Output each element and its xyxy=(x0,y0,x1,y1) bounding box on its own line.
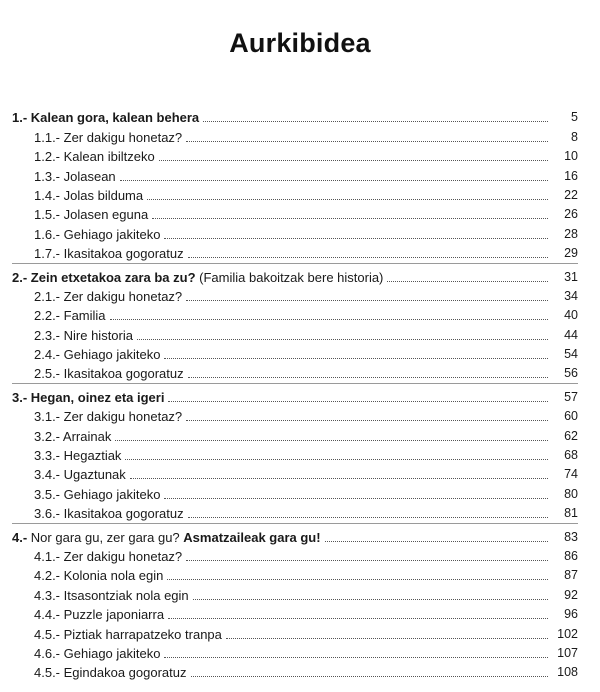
toc-entry xyxy=(12,405,578,424)
entry-title: 3.6.- Ikasitakoa gogoratuz xyxy=(34,506,184,522)
entry-title: 3.4.- Ugaztunak xyxy=(34,467,126,483)
dot-leader xyxy=(115,439,548,441)
entry-title: 2.2.- Familia xyxy=(34,308,106,324)
entry-title: 2.3.- Nire historia xyxy=(34,327,133,343)
entry-title: 2.5.- Ikasitakoa gogoratuz xyxy=(34,366,184,382)
page-number: 8 xyxy=(571,129,578,144)
entry-title: 1.7.- Ikasitakoa gogoratuz xyxy=(34,246,184,262)
section-title-bold: Asmatzaileak gara gu! xyxy=(183,529,321,545)
dot-leader xyxy=(130,477,548,479)
section-title-normal: Nor gara gu, zer gara gu? xyxy=(30,529,180,545)
dot-leader xyxy=(186,299,548,301)
page-number: 92 xyxy=(564,587,578,602)
entry-title: 1.6.- Gehiago jakiteko xyxy=(34,226,161,242)
toc-entry xyxy=(12,622,578,641)
dot-leader xyxy=(325,540,548,542)
page-number: 16 xyxy=(564,168,578,183)
dot-leader xyxy=(387,280,548,282)
toc-entry xyxy=(12,482,578,501)
page-number: 96 xyxy=(564,607,578,622)
toc-entry xyxy=(12,125,578,144)
entry-title: 4.1.- Zer dakigu honetaz? xyxy=(34,548,183,564)
page-number: 86 xyxy=(564,548,578,563)
entry-title: 2.1.- Zer dakigu honetaz? xyxy=(34,288,183,304)
dot-leader xyxy=(125,458,548,460)
dot-leader xyxy=(164,497,548,499)
toc-entry xyxy=(12,164,578,183)
toc-entry xyxy=(12,444,578,463)
page-number: 62 xyxy=(564,428,578,443)
entry-title: 1.1.- Zer dakigu honetaz? xyxy=(34,129,183,145)
entry-title: 3.3.- Hegaztiak xyxy=(34,448,122,464)
toc-entry xyxy=(12,343,578,362)
toc-entry xyxy=(12,603,578,622)
toc-entry xyxy=(12,583,578,602)
dot-leader xyxy=(203,120,548,122)
page-number: 102 xyxy=(557,626,578,641)
toc-section xyxy=(12,263,578,381)
page-number: 107 xyxy=(557,645,578,660)
entry-title: 4.5.- Piztiak harrapatzeko tranpa xyxy=(34,626,222,642)
entry-title: 1.5.- Jolasen eguna xyxy=(34,207,149,223)
page-number: 34 xyxy=(564,288,578,303)
page-number: 5 xyxy=(571,110,578,125)
dot-leader xyxy=(164,237,548,239)
section-number: 3.- xyxy=(12,389,28,405)
section-subtitle: (Familia bakoitzak bere historia) xyxy=(199,269,384,285)
entry-title: 4.4.- Puzzle japoniarra xyxy=(34,607,165,623)
page-number: 80 xyxy=(564,486,578,501)
dot-leader xyxy=(226,637,548,639)
entry-title: 3.1.- Zer dakigu honetaz? xyxy=(34,409,183,425)
toc-entry xyxy=(12,642,578,661)
dot-leader xyxy=(164,357,548,359)
dot-leader xyxy=(164,656,548,658)
entry-title: 1.2.- Kalean ibiltzeko xyxy=(34,149,155,165)
toc-section xyxy=(12,523,578,680)
toc-entry xyxy=(12,564,578,583)
dot-leader xyxy=(152,217,548,219)
page-number: 60 xyxy=(564,409,578,424)
page-number: 87 xyxy=(564,568,578,583)
entry-title: 4.3.- Itsasontziak nola egin xyxy=(34,587,189,603)
dot-leader xyxy=(167,578,548,580)
entry-title: 3.5.- Gehiago jakiteko xyxy=(34,486,161,502)
entry-title: 3.2.- Arrainak xyxy=(34,428,112,444)
entry-title: 4.5.- Egindakoa gogoratuz xyxy=(34,665,187,681)
dot-leader xyxy=(168,617,548,619)
page-number: 74 xyxy=(564,467,578,482)
page-number: 26 xyxy=(564,207,578,222)
toc-entry xyxy=(12,304,578,323)
dot-leader xyxy=(159,159,548,161)
dot-leader xyxy=(186,559,548,561)
page-number: 10 xyxy=(564,149,578,164)
toc-entry xyxy=(12,661,578,680)
toc-entry xyxy=(12,502,578,521)
page-number: 68 xyxy=(564,448,578,463)
page-number: 83 xyxy=(564,529,578,544)
dot-leader xyxy=(193,598,548,600)
toc-entry xyxy=(12,203,578,222)
dot-leader xyxy=(188,516,548,518)
page-number: 57 xyxy=(564,389,578,404)
toc-entry xyxy=(12,145,578,164)
dot-leader xyxy=(120,179,548,181)
entry-title: 1.4.- Jolas bilduma xyxy=(34,187,144,203)
toc-entry xyxy=(12,323,578,342)
dot-leader xyxy=(186,419,548,421)
toc-entry xyxy=(12,424,578,443)
dot-leader xyxy=(191,675,549,677)
toc-entry xyxy=(12,285,578,304)
toc-section xyxy=(12,383,578,521)
section-number: 4.- xyxy=(12,529,28,545)
section-title xyxy=(12,530,321,545)
entry-title: 2.4.- Gehiago jakiteko xyxy=(34,347,161,363)
toc-section-heading xyxy=(12,385,578,404)
page-number: 40 xyxy=(564,308,578,323)
entry-title: 1.3.- Jolasean xyxy=(34,168,116,184)
dot-leader xyxy=(188,256,548,258)
toc-section xyxy=(12,106,578,261)
table-of-contents xyxy=(12,106,578,680)
section-number: 2.- xyxy=(12,269,28,285)
toc-section-heading xyxy=(12,525,578,544)
dot-leader xyxy=(110,318,548,320)
dot-leader xyxy=(147,198,548,200)
section-title-bold: Kalean gora, kalean behera xyxy=(30,110,200,126)
page-number: 28 xyxy=(564,226,578,241)
page-number: 108 xyxy=(557,665,578,680)
dot-leader xyxy=(186,140,548,142)
section-title-bold: Hegan, oinez eta igeri xyxy=(30,389,165,405)
page-number: 44 xyxy=(564,327,578,342)
section-title xyxy=(12,270,383,285)
section-title xyxy=(12,390,164,405)
section-title-bold: Zein etxetakoa zara ba zu? xyxy=(30,269,196,285)
page-number: 56 xyxy=(564,366,578,381)
dot-leader xyxy=(188,376,548,378)
entry-title: 4.6.- Gehiago jakiteko xyxy=(34,645,161,661)
toc-section-heading xyxy=(12,106,578,125)
section-number: 1.- xyxy=(12,110,28,126)
dot-leader xyxy=(168,400,548,402)
toc-entry xyxy=(12,242,578,261)
page-number: 31 xyxy=(564,269,578,284)
toc-entry xyxy=(12,362,578,381)
page-number: 29 xyxy=(564,246,578,261)
page-title: Aurkibidea xyxy=(229,28,371,58)
toc-section-heading xyxy=(12,265,578,284)
page-number: 54 xyxy=(564,347,578,362)
toc-entry xyxy=(12,184,578,203)
toc-entry xyxy=(12,545,578,564)
toc-entry xyxy=(12,222,578,241)
toc-entry xyxy=(12,463,578,482)
page-number: 22 xyxy=(564,187,578,202)
dot-leader xyxy=(137,338,548,340)
section-title xyxy=(12,110,199,125)
entry-title: 4.2.- Kolonia nola egin xyxy=(34,568,164,584)
page-number: 81 xyxy=(564,506,578,521)
